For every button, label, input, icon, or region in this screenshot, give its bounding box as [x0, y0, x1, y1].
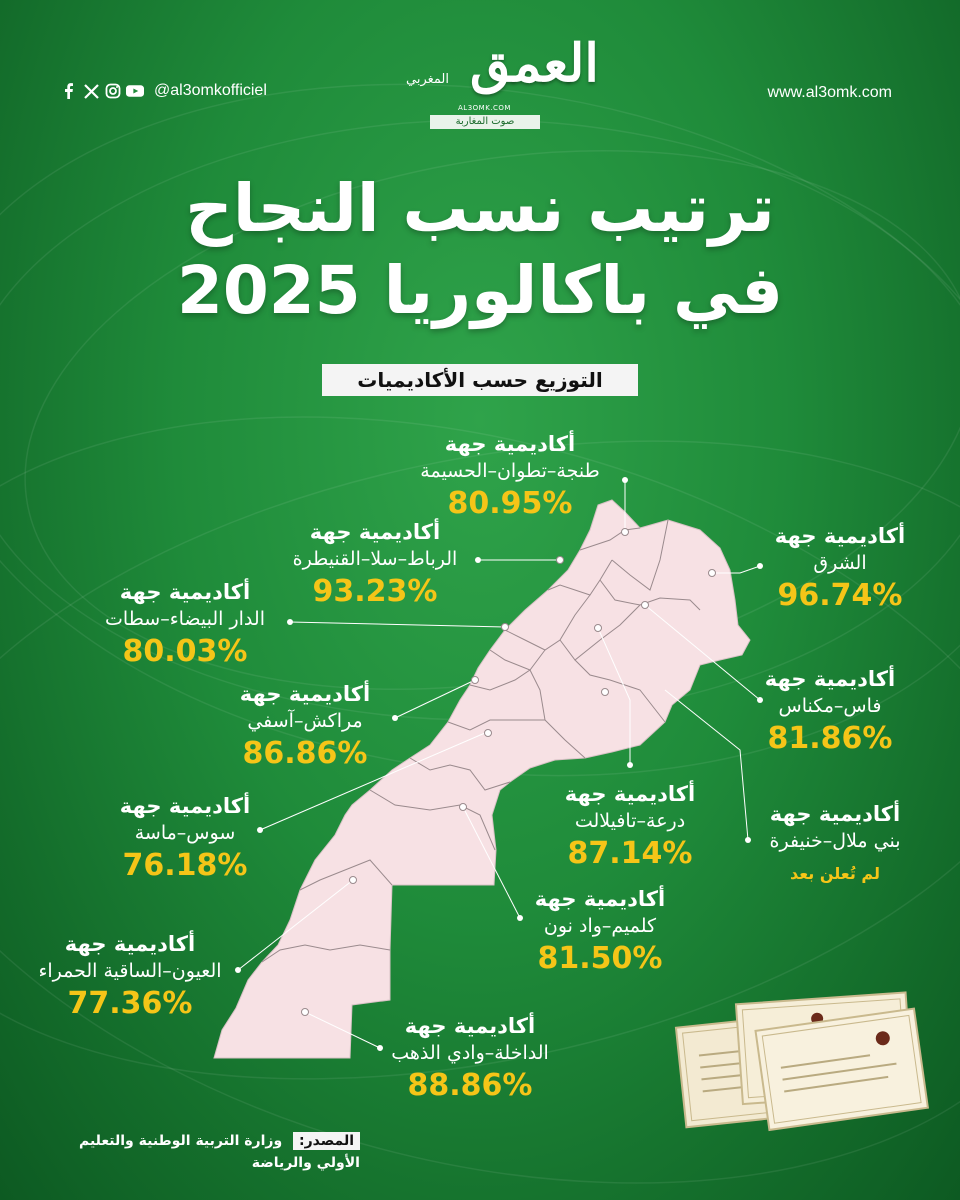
label-not-announced: لم تُعلن بعد	[790, 864, 880, 883]
page-title-line2: في باكالوريا 2025	[176, 252, 784, 329]
label-heading: أكاديمية جهة	[444, 432, 576, 456]
label-rate: 93.23%	[312, 574, 438, 609]
label-region-name: العيون–الساقية الحمراء	[38, 960, 222, 982]
label-heading: أكاديمية جهة	[309, 520, 441, 544]
label-region-name: طنجة–تطوان–الحسيمة	[420, 460, 600, 482]
label-guelmim	[480, 885, 720, 979]
label-region-name: بني ملال–خنيفرة	[769, 830, 901, 852]
label-dakhla	[350, 1012, 590, 1106]
label-region-name: الرباط–سلا–القنيطرة	[292, 548, 458, 570]
logo-tag-text: المغربي	[406, 72, 449, 87]
label-heading: أكاديمية جهة	[239, 682, 371, 706]
label-rate: 80.03%	[122, 634, 248, 669]
label-region-name: درعة–تافيلالت	[574, 810, 686, 832]
label-heading: أكاديمية جهة	[404, 1014, 536, 1038]
social-handle[interactable]: @al3omkofficiel	[154, 82, 267, 99]
label-rate: 81.86%	[767, 721, 893, 756]
label-oriental	[740, 522, 940, 616]
label-rate: 86.86%	[242, 736, 368, 771]
label-heading: أكاديمية جهة	[64, 932, 196, 956]
label-rate: 87.14%	[567, 836, 693, 871]
label-fes	[720, 665, 940, 759]
label-laayoune	[10, 930, 250, 1024]
certificates-illustration	[670, 985, 930, 1135]
label-rate: 80.95%	[447, 486, 573, 521]
label-region-name: سوس–ماسة	[134, 822, 236, 844]
label-souss	[70, 792, 300, 886]
subtitle-badge: التوزيع حسب الأكاديميات	[322, 364, 638, 396]
label-region-name: الداخلة–وادي الذهب	[391, 1042, 549, 1064]
label-rate: 81.50%	[537, 941, 663, 976]
label-casablanca	[60, 578, 310, 672]
label-heading: أكاديمية جهة	[769, 802, 901, 826]
label-marrakech	[190, 680, 420, 774]
label-region-name: فاس–مكناس	[778, 695, 882, 717]
website-url[interactable]: www.al3omk.com	[767, 84, 892, 101]
label-rate: 77.36%	[67, 986, 193, 1021]
label-region-name: الشرق	[813, 552, 867, 574]
label-heading: أكاديمية جهة	[564, 782, 696, 806]
source-text: وزارة التربية الوطنية والتعليم الأولي والرياضة	[78, 1133, 360, 1171]
label-tanger	[390, 430, 630, 524]
source-label: المصدر:	[293, 1132, 360, 1150]
logo-main-text: العمق	[470, 33, 599, 94]
label-heading: أكاديمية جهة	[774, 524, 906, 548]
label-region-name: مراكش–آسفي	[247, 710, 363, 732]
label-beni-mellal	[730, 800, 940, 888]
logo-url-text: AL3OMK.COM	[458, 104, 511, 112]
label-rate: 76.18%	[122, 848, 248, 883]
label-heading: أكاديمية جهة	[534, 887, 666, 911]
label-rate: 96.74%	[777, 578, 903, 613]
label-heading: أكاديمية جهة	[119, 580, 251, 604]
page-title-line1: ترتيب نسب النجاح	[185, 170, 775, 247]
label-region-name: كلميم–واد نون	[543, 915, 657, 937]
source-note	[60, 1130, 360, 1174]
label-heading: أكاديمية جهة	[119, 794, 251, 818]
label-heading: أكاديمية جهة	[764, 667, 896, 691]
label-rate: 88.86%	[407, 1068, 533, 1103]
label-region-name: الدار البيضاء–سطات	[105, 608, 265, 630]
logo-subtitle: صوت المغاربة	[430, 115, 540, 129]
label-draa	[530, 780, 730, 874]
